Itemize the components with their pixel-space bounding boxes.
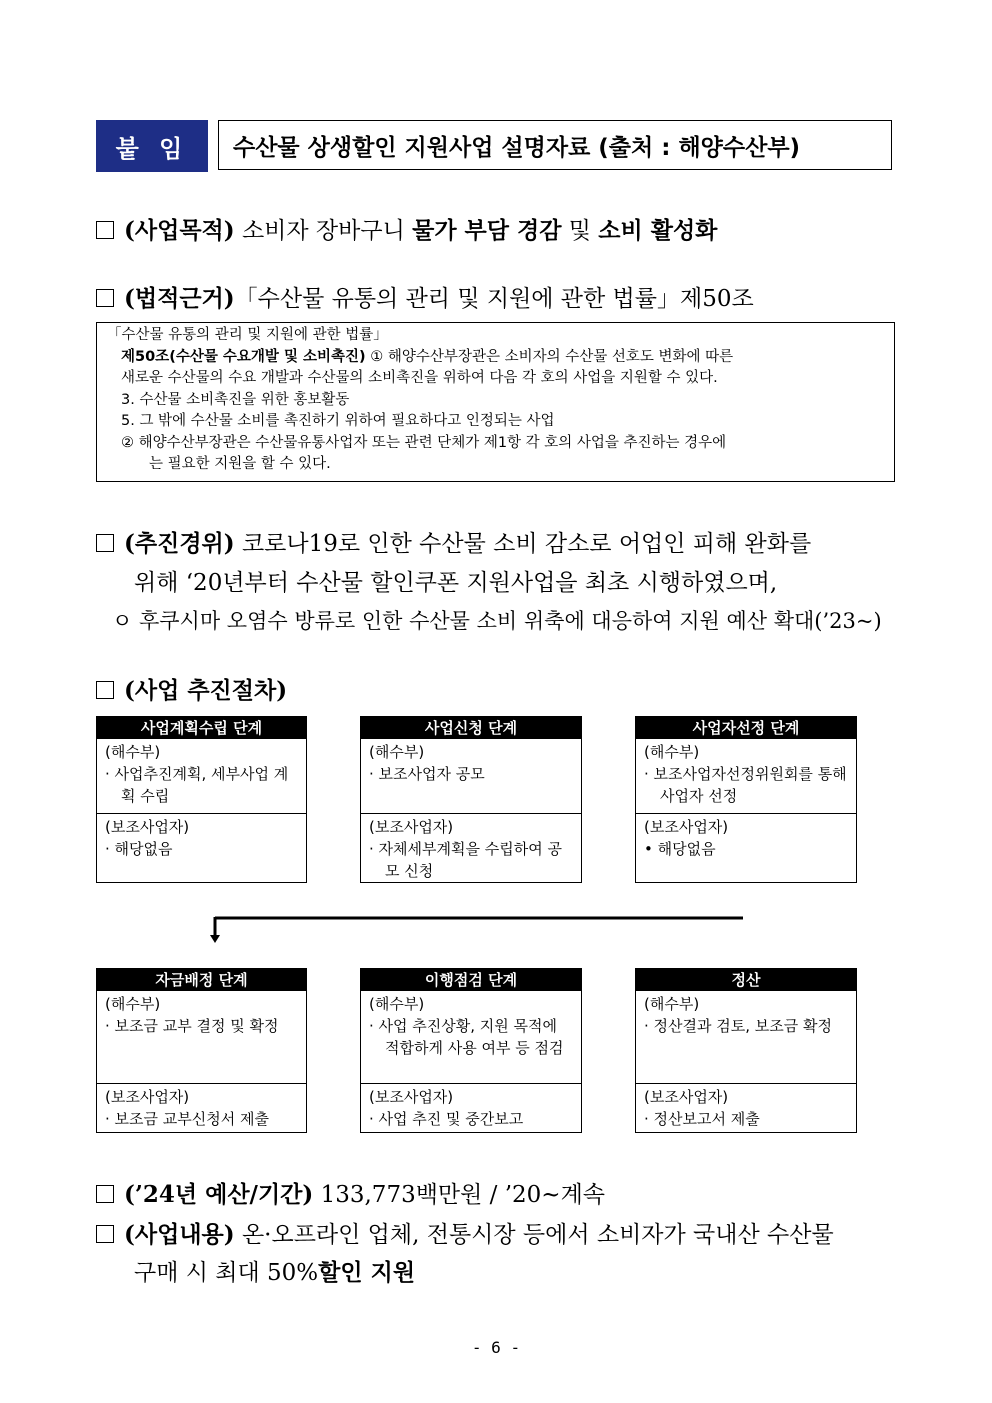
law-article-line <box>107 347 886 369</box>
flow-gov-item: · 보조금 교부 결정 및 확정 <box>105 1017 279 1035</box>
content-line-1 <box>96 1216 834 1249</box>
flow-gov-item: · 사업추진계획, 세부사업 계획 수립 <box>105 765 289 805</box>
legal-label: (법적근거) <box>124 285 235 312</box>
procedure-line <box>96 672 287 705</box>
budget-label: (’24년 예산/기간) <box>124 1181 314 1208</box>
flow-sub-item: • 해당없음 <box>644 840 716 858</box>
law-line: 새로운 수산물의 수요 개발과 수산물의 소비촉진을 위하여 다음 각 호의 사업을 지원할 수 있다. <box>121 370 718 386</box>
content-text-2: 구매 시 최대 50% <box>134 1260 319 1286</box>
law-article-heading: 제50조(수산물 수요개발 및 소비촉진) <box>121 348 366 365</box>
flow-sub-item: · 자체세부계획을 수립하여 공모 신청 <box>369 840 562 880</box>
content-label: (사업내용) <box>124 1221 235 1248</box>
history-line-1 <box>96 525 811 558</box>
flow-sub-item: · 정산보고서 제출 <box>644 1110 760 1128</box>
law-excerpt-box <box>96 322 895 482</box>
purpose-line <box>96 212 717 245</box>
flow-step-1 <box>96 716 307 883</box>
flow-gov-label: (해수부) <box>105 743 161 761</box>
content-bold: 할인 지원 <box>318 1259 416 1286</box>
law-line: ② 해양수산부장관은 수산물유통사업자 또는 관련 단체가 제1항 각 호의 사업을 추진하는 경우에 <box>121 434 727 451</box>
procedure-label: (사업 추진절차) <box>124 677 288 704</box>
flow-step-3 <box>635 716 857 883</box>
checkbox-square-icon <box>96 1225 114 1243</box>
flow-step-title: 사업계획수립 단계 <box>97 717 306 739</box>
flow-step-4 <box>96 968 307 1133</box>
flow-sub-item: · 보조금 교부신청서 제출 <box>105 1110 269 1128</box>
flow-step-title: 정산 <box>636 969 856 991</box>
law-article-text: ① 해양수산부장관은 소비자의 수산물 선호도 변화에 따른 <box>365 348 734 365</box>
content-text-1: 온·오프라인 업체, 전통시장 등에서 소비자가 국내산 수산물 <box>241 1222 834 1248</box>
document-title <box>218 120 892 170</box>
flow-sub-label: (보조사업자) <box>644 1088 729 1106</box>
flow-sub-label: (보조사업자) <box>369 818 454 836</box>
document-title-text: 수산물 상생할인 지원사업 설명자료 (출처 : 해양수산부) <box>233 134 801 161</box>
checkbox-square-icon <box>96 289 114 307</box>
checkbox-square-icon <box>96 534 114 552</box>
flow-gov-label: (해수부) <box>369 995 425 1013</box>
purpose-label: (사업목적) <box>124 217 235 244</box>
flow-sub-item: · 해당없음 <box>105 840 173 858</box>
history-sub-item: ㅇ 후쿠시마 오염수 방류로 인한 수산물 소비 위축에 대응하여 지원 예산 확대(’23~) <box>112 609 882 633</box>
flow-gov-item: · 정산결과 검토, 보조금 확정 <box>644 1017 832 1035</box>
content-line-2 <box>134 1254 415 1287</box>
flow-step-5 <box>360 968 582 1133</box>
law-line: 3. 수산물 소비촉진을 위한 홍보활동 <box>121 391 350 408</box>
flow-step-title: 자금배정 단계 <box>97 969 306 991</box>
flow-gov-item: · 보조사업자선정위원회를 통해 사업자 선정 <box>644 765 847 805</box>
checkbox-square-icon <box>96 1185 114 1203</box>
flow-gov-item: · 보조사업자 공모 <box>369 765 485 783</box>
flow-gov-label: (해수부) <box>644 743 700 761</box>
flow-sub-item: · 사업 추진 및 중간보고 <box>369 1110 524 1128</box>
history-text-2: 위해 ‘20년부터 수산물 할인쿠폰 지원사업을 최초 시행하였으며, <box>134 570 778 596</box>
flow-sub-label: (보조사업자) <box>369 1088 454 1106</box>
law-line: 5. 그 밖에 수산물 소비를 촉진하기 위하여 필요하다고 인정되는 사업 <box>121 413 555 429</box>
checkbox-square-icon <box>96 681 114 699</box>
flow-gov-label: (해수부) <box>105 995 161 1013</box>
flow-step-title: 사업자선정 단계 <box>636 717 856 739</box>
flow-step-2 <box>360 716 582 883</box>
purpose-bold-1: 물가 부담 경감 <box>412 217 562 244</box>
flow-gov-label: (해수부) <box>369 743 425 761</box>
flow-connector-arrow <box>200 908 760 948</box>
flow-sub-label: (보조사업자) <box>105 818 190 836</box>
history-text-1: 코로나19로 인한 수산물 소비 감소로 어업인 피해 완화를 <box>241 531 812 557</box>
flow-step-title: 사업신청 단계 <box>361 717 581 739</box>
page-number: - 6 - <box>471 1338 521 1357</box>
legal-text: 「수산물 유통의 관리 및 지원에 관한 법률」제50조 <box>234 286 754 312</box>
flow-sub-label: (보조사업자) <box>644 818 729 836</box>
flow-sub-label: (보조사업자) <box>105 1088 190 1106</box>
flow-step-6 <box>635 968 857 1133</box>
flow-step-title: 이행점검 단계 <box>361 969 581 991</box>
flow-gov-label: (해수부) <box>644 995 700 1013</box>
checkbox-square-icon <box>96 221 114 239</box>
purpose-bold-2: 소비 활성화 <box>598 217 718 244</box>
law-title: 「수산물 유통의 관리 및 지원에 관한 법률」 <box>107 327 388 343</box>
budget-line <box>96 1176 605 1209</box>
budget-text: 133,773백만원 / ’20~계속 <box>320 1182 606 1208</box>
purpose-mid: 및 <box>561 218 599 244</box>
attachment-tag: 붙 임 <box>96 120 208 172</box>
flow-gov-item: · 사업 추진상황, 지원 목적에 적합하게 사용 여부 등 점검 <box>369 1017 564 1057</box>
legal-line <box>96 280 754 313</box>
history-label: (추진경위) <box>124 530 235 557</box>
purpose-text: 소비자 장바구니 <box>241 218 413 244</box>
law-line: 는 필요한 지원을 할 수 있다. <box>149 456 331 472</box>
